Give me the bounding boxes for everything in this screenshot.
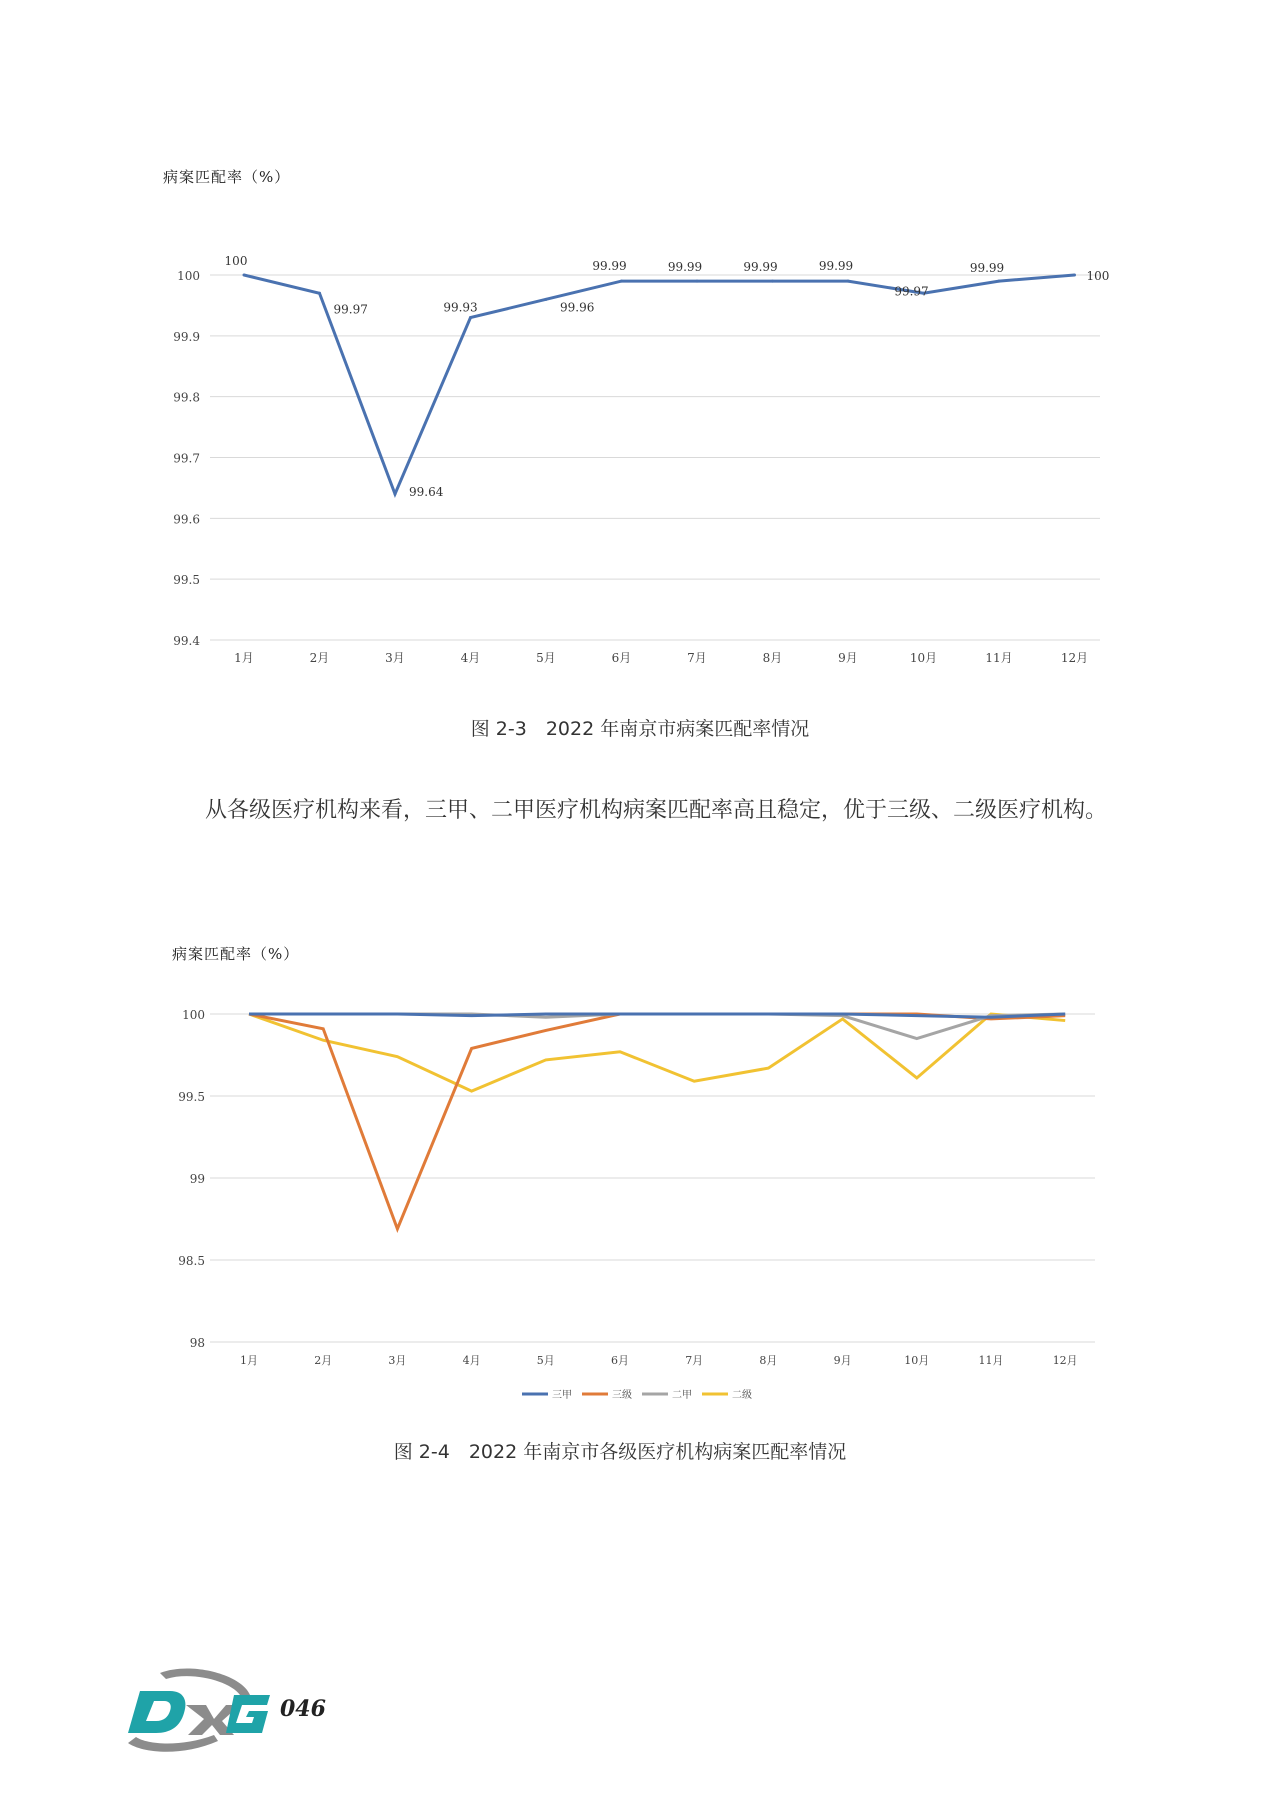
chart1-data-label: 99.97 (333, 302, 368, 317)
chart1-data-label: 99.93 (443, 300, 478, 315)
chart1-y-tick-label: 99.8 (173, 390, 200, 405)
chart2-series-line-2 (249, 1014, 1065, 1229)
chart1-data-label: 100 (224, 254, 248, 268)
chart1-x-tick-label: 10月 (909, 651, 938, 665)
chart1-x-tick-label: 6月 (611, 651, 632, 665)
chart2-x-tick-label: 7月 (685, 1354, 704, 1367)
chart1-x-tick-label: 11月 (985, 651, 1013, 665)
chart1-data-point (545, 298, 548, 301)
chart2-y-tick-label: 99.5 (178, 1090, 205, 1104)
chart1-match-rate-line-chart (0, 140, 1280, 700)
chart2-y-tick-label: 98.5 (178, 1254, 205, 1268)
chart2-x-tick-label: 6月 (611, 1354, 629, 1367)
chart2-x-tick-label: 9月 (833, 1354, 852, 1367)
chart2-y-axis-label: 病案匹配率（%） (172, 945, 300, 963)
chart1-x-tick-label: 3月 (385, 651, 405, 665)
chart1-data-label: 100 (1086, 269, 1110, 283)
chart1-data-point (394, 493, 397, 496)
chart2-x-tick-label: 10月 (904, 1354, 930, 1367)
chart2-legend-label: 二甲 (672, 1390, 692, 1401)
chart2-x-tick-label: 8月 (759, 1354, 778, 1367)
chart2-x-tick-label: 5月 (536, 1354, 555, 1367)
chart1-data-point (243, 274, 246, 277)
chart2-caption: 图 2-4 2022 年南京市各级医疗机构病案匹配率情况 (393, 1441, 847, 1463)
chart2-x-tick-label: 3月 (388, 1354, 407, 1367)
chart2-x-tick-label: 12月 (1052, 1354, 1078, 1367)
chart1-x-tick-label: 7月 (687, 651, 707, 665)
chart2-x-tick-label: 2月 (314, 1354, 333, 1367)
chart2-y-tick-label: 99 (189, 1172, 205, 1186)
page-number: 046 (280, 1696, 326, 1722)
chart1-y-tick-label: 99.6 (173, 512, 200, 527)
chart1-data-point (696, 280, 699, 283)
chart1-data-label: 99.99 (743, 260, 778, 275)
chart2-x-tick-label: 4月 (462, 1354, 481, 1367)
chart1-data-label: 99.96 (560, 300, 595, 315)
chart2-y-tick-label: 98 (189, 1336, 205, 1350)
chart1-x-tick-label: 12月 (1060, 651, 1089, 665)
chart1-data-point (1073, 274, 1076, 277)
chart1-data-point (998, 280, 1001, 283)
chart2-legend-label: 二级 (732, 1390, 752, 1401)
drg-logo (122, 1665, 272, 1755)
chart1-data-point (771, 280, 774, 283)
chart1-series-line (244, 275, 1075, 494)
chart1-data-label: 99.99 (592, 259, 627, 274)
chart1-y-tick-label: 99.9 (173, 329, 200, 344)
chart1-y-tick-label: 99.5 (173, 573, 200, 588)
chart1-caption: 图 2-3 2022 年南京市病案匹配率情况 (470, 718, 810, 740)
chart1-y-axis-label: 病案匹配率（%） (163, 168, 291, 186)
chart2-legend-label: 三甲 (552, 1390, 572, 1401)
chart2-series-line-4 (249, 1014, 1065, 1091)
chart1-y-tick-label: 99.7 (173, 451, 200, 466)
chart2-x-tick-label: 1月 (240, 1354, 258, 1367)
chart1-data-point (620, 280, 623, 283)
chart1-x-tick-label: 2月 (309, 651, 330, 665)
chart2-y-tick-label: 100 (182, 1008, 205, 1022)
chart1-x-tick-label: 1月 (234, 651, 254, 665)
chart2-legend-label: 三级 (612, 1390, 632, 1401)
chart1-data-label: 99.97 (894, 284, 929, 299)
chart1-x-tick-label: 5月 (536, 651, 556, 665)
body-paragraph: 从各级医疗机构来看，三甲、二甲医疗机构病案匹配率高且稳定，优于三级、二级医疗机构。 (205, 798, 1108, 823)
chart1-y-tick-label: 100 (177, 269, 200, 283)
chart2-institution-level-line-chart (0, 930, 1280, 1410)
chart1-data-point (847, 280, 850, 283)
chart1-data-label: 99.64 (409, 485, 444, 499)
chart1-x-tick-label: 8月 (762, 651, 783, 665)
chart1-y-tick-label: 99.4 (173, 634, 200, 648)
chart1-data-label: 99.99 (667, 260, 703, 275)
chart1-x-tick-label: 4月 (460, 651, 481, 665)
chart1-data-label: 99.99 (969, 261, 1005, 276)
chart1-x-tick-label: 9月 (838, 651, 858, 665)
chart1-data-label: 99.99 (818, 259, 854, 274)
chart1-data-point (318, 292, 321, 295)
chart1-data-point (469, 316, 472, 319)
chart2-x-tick-label: 11月 (978, 1354, 1004, 1367)
